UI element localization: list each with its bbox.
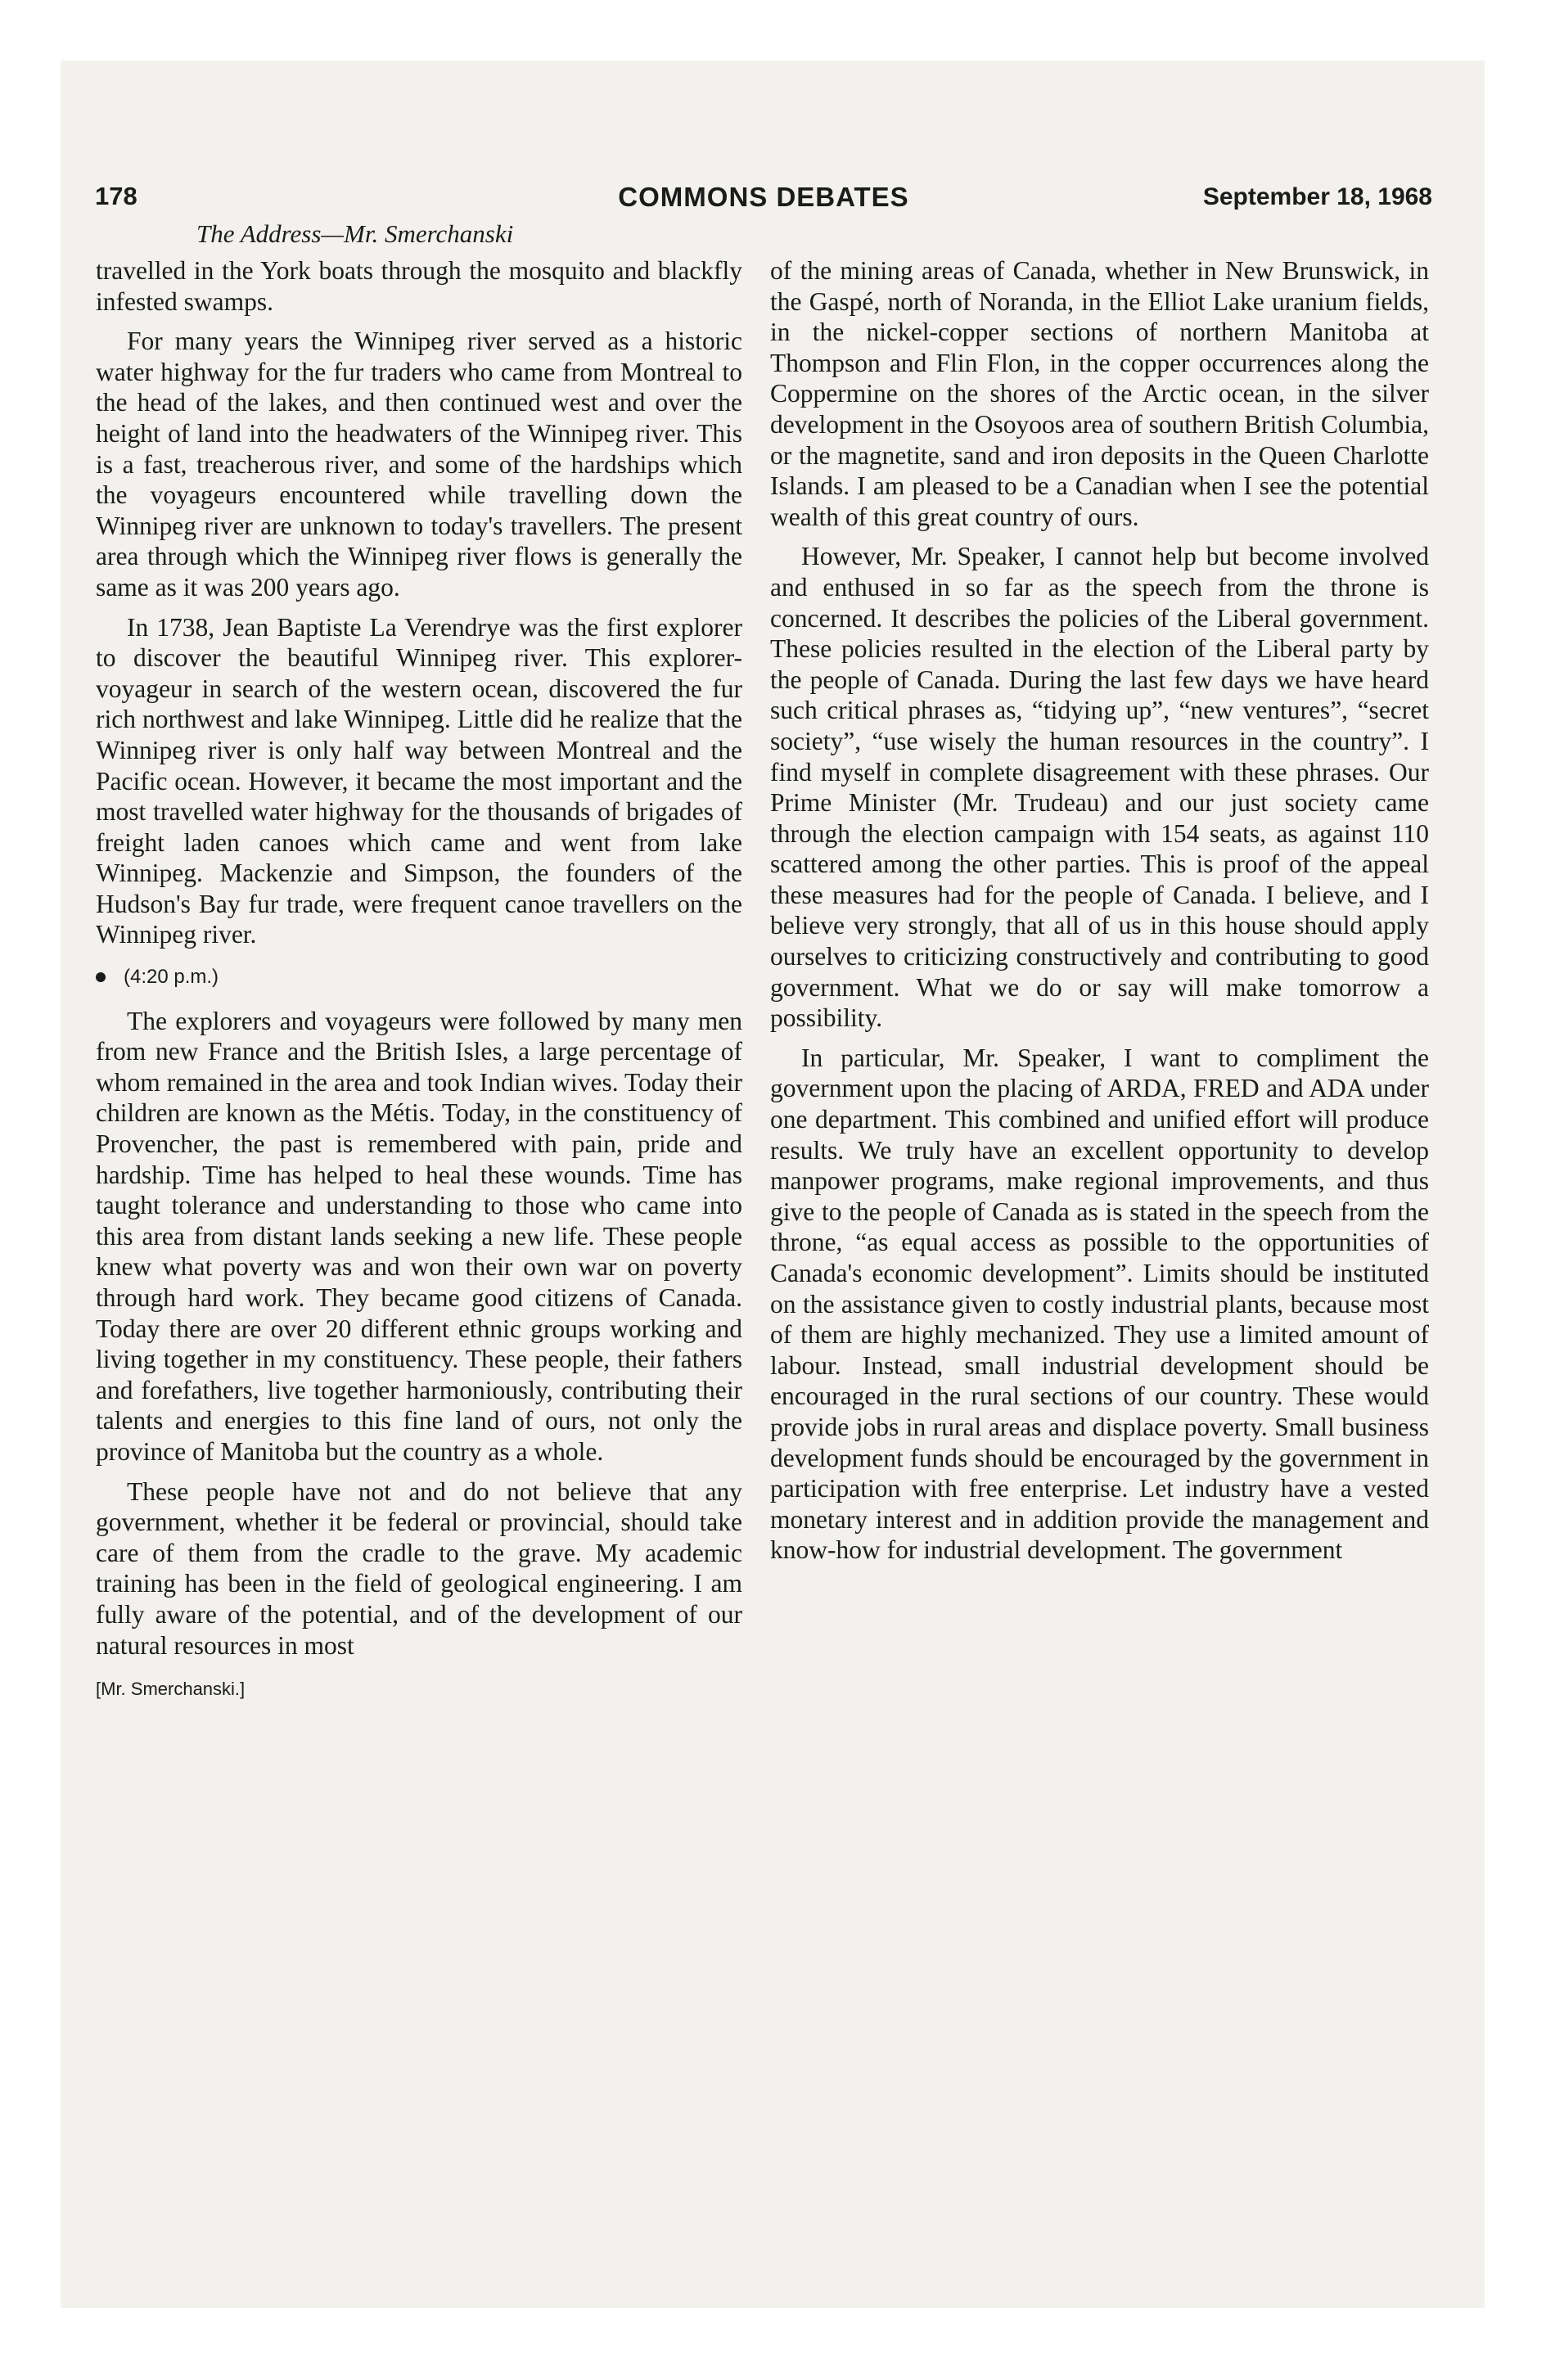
paragraph: For many years the Winnipeg river served as a historic water highway for the fur traders who came from Montreal to the head of the lakes, and then continued west and over the height of land into the headwaters of the Winnipeg river. This is a fast, treacherous river, and some of the hardships which the voyageurs encountered while travelling down the Winnipeg river are unknown to today's travellers. The present area through which the Winnipeg river flows is generally the same as it was 200 years ago.	[96, 327, 742, 602]
time-stamp	[96, 962, 742, 993]
page-date: September 18, 1968	[1202, 183, 1432, 210]
paragraph: In 1738, Jean Baptiste La Verendrye was the first explorer to discover the beautiful Winnipeg river. This explorer-voyageur in search of the western ocean, discovered the fur rich northwest and lake Winnipeg. Little did he realize that the Winnipeg river is only half way between Montreal and the Pacific ocean. However, it became the most important and the most travelled water highway for the thousands of brigades of freight laden canoes which came and went from lake Winnipeg. Mackenzie and Simpson, the founders of the Hudson's Bay fur trade, were frequent canoe travellers on the Winnipeg river.	[96, 612, 742, 949]
paragraph: In particular, Mr. Speaker, I want to compliment the government upon the placing of ARDA, FRED and ADA under one department. This combined and unified effort will produce results. We truly have an excellent opportunity to develop manpower programs, make regional improvements, and thus give to the people of Canada as is stated in the speech from the throne, “as equal access as possible to the opportunities of Canada's economic development”. Limits should be instituted on the assistance given to costly industrial plants, because most of them are highly mechanized. They use a limited amount of labour. Instead, small industrial development should be encouraged in the rural sections of our country. These would provide jobs in rural areas and displace poverty. Small business development funds should be encouraged by the government in participation with free enterprise. Let industry have a vested monetary interest and in addition provide the management and know-how for industrial development. The government	[770, 1043, 1429, 1565]
bullet-icon	[96, 972, 106, 982]
paragraph: travelled in the York boats through the mosquito and blackfly infested swamps.	[96, 256, 742, 316]
page-header	[95, 182, 1432, 219]
right-column	[770, 255, 1429, 1575]
left-column	[96, 255, 742, 1705]
paragraph: of the mining areas of Canada, whether in New Brunswick, in the Gaspé, north of Noranda, in the Elliot Lake uranium fields, in the nickel-copper sections of northern Manitoba at Thompson and Flin Flon, in the copper occurrences along the Coppermine on the shores of the Arctic ocean, in the silver development in the Osoyoos area of southern British Columbia, or the magnetite, sand and iron deposits in the Queen Charlotte Islands. I am pleased to be a Canadian when I see the potential wealth of this great country of ours.	[770, 256, 1429, 531]
speaker-tag: [Mr. Smerchanski.]	[96, 1679, 246, 1700]
paragraph: However, Mr. Speaker, I cannot help but become involved and enthused in so far as the speech from the throne is concerned. It describes the policies of the Liberal government. These policies resulted in the election of the Liberal party by the people of Canada. During the last few days we have heard such critical phrases as, “tidying up”, “new ventures”, “secret society”, “use wisely the human resources in the country”. I find myself in complete disagreement with these phrases. Our Prime Minister (Mr. Trudeau) and our just society came through the election campaign with 154 seats, as against 110 scattered among the other parties. This is proof of the appeal these measures had for the people of Canada. I believe, and I believe very strongly, that all of us in this house should apply ourselves to criticizing constructively and contributing to good government. What we do or say will make tomorrow a possibility.	[770, 542, 1429, 1033]
page-number: 178	[95, 182, 137, 210]
time-stamp-text: (4:20 p.m.)	[124, 966, 219, 989]
paragraph: The explorers and voyageurs were followed by many men from new France and the British Isles, a large percentage of whom remained in the area and took Indian wives. Today their children are known as the Métis. Today, in the constituency of Provencher, the past is remembered with pain, pride and hardship. Time has helped to heal these wounds. Time has taught tolerance and understanding to those who came into this area from distant lands seeking a new life. These people knew what poverty was and won their own war on poverty through hard work. They became good citizens of Canada. Today there are over 20 different ethnic groups working and living together in my constituency. These people, their fathers and forefathers, live together harmoniously, contributing their talents and energies to this fine land of ours, not only the province of Manitoba but the country as a whole.	[96, 1006, 742, 1466]
running-subheader: The Address—Mr. Smerchanski	[196, 219, 514, 248]
paragraph: These people have not and do not believe that any government, whether it be federal or provincial, should take care of them from the cradle to the grave. My academic training has been in the field of geological engineering. I am fully aware of the potential, and of the development of our natural resources in most	[96, 1476, 742, 1660]
publication-title: COMMONS DEBATES	[618, 182, 909, 212]
